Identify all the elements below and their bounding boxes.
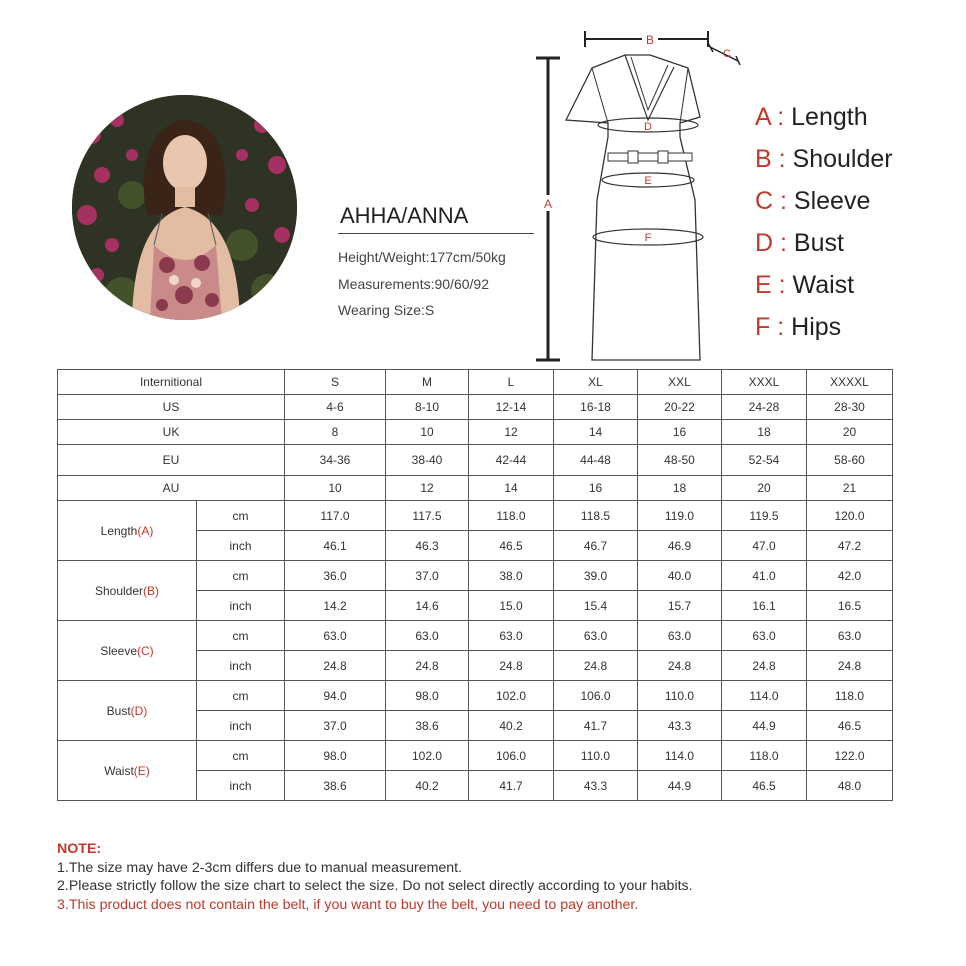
table-cell: 63.0 xyxy=(554,621,638,651)
table-cell: 63.0 xyxy=(469,621,554,651)
table-cell: 63.0 xyxy=(807,621,893,651)
dress-diagram xyxy=(530,25,755,370)
row-label: US xyxy=(58,395,285,420)
table-cell: 37.0 xyxy=(285,711,386,741)
table-cell: 20 xyxy=(722,476,807,501)
table-cell: 63.0 xyxy=(285,621,386,651)
note-line-3: 3.This product does not contain the belt, if you want to buy the belt, you need to pay another. xyxy=(57,896,639,913)
table-cell: 106.0 xyxy=(554,681,638,711)
table-cell: 106.0 xyxy=(469,741,554,771)
table-cell: XXL xyxy=(638,370,722,395)
table-cell: S xyxy=(285,370,386,395)
table-cell: 24.8 xyxy=(807,651,893,681)
table-cell: 41.7 xyxy=(469,771,554,801)
table-cell: 21 xyxy=(807,476,893,501)
notes xyxy=(57,840,693,914)
table-cell: 42-44 xyxy=(469,445,554,476)
table-cell: 24.8 xyxy=(386,651,469,681)
unit-label: inch xyxy=(197,711,285,741)
row-label: AU xyxy=(58,476,285,501)
table-cell: XXXL xyxy=(722,370,807,395)
table-row xyxy=(58,741,893,771)
table-cell: 43.3 xyxy=(638,711,722,741)
table-cell: 47.2 xyxy=(807,531,893,561)
measurement-label xyxy=(58,561,197,621)
table-cell: 34-36 xyxy=(285,445,386,476)
divider xyxy=(338,233,534,234)
table-cell: 110.0 xyxy=(554,741,638,771)
unit-label: cm xyxy=(197,621,285,651)
table-cell: 46.3 xyxy=(386,531,469,561)
table-cell: 38-40 xyxy=(386,445,469,476)
table-cell: 14 xyxy=(469,476,554,501)
table-cell: 119.5 xyxy=(722,501,807,531)
table-cell: 28-30 xyxy=(807,395,893,420)
note-line-2: 2.Please strictly follow the size chart to select the size. Do not select directly according to your habits. xyxy=(57,878,693,894)
unit-label: cm xyxy=(197,681,285,711)
unit-label: inch xyxy=(197,531,285,561)
table-cell: 44-48 xyxy=(554,445,638,476)
measurement-code: (D) xyxy=(130,703,148,718)
diagram-label-a: A xyxy=(543,197,553,211)
table-cell: 10 xyxy=(386,420,469,445)
table-cell: 40.2 xyxy=(469,711,554,741)
table-cell: 14.6 xyxy=(386,591,469,621)
table-cell: 118.5 xyxy=(554,501,638,531)
table-cell: 16-18 xyxy=(554,395,638,420)
table-cell: 10 xyxy=(285,476,386,501)
table-cell: 63.0 xyxy=(722,621,807,651)
table-cell: 47.0 xyxy=(722,531,807,561)
table-cell: 20-22 xyxy=(638,395,722,420)
unit-label: cm xyxy=(197,501,285,531)
table-cell: 63.0 xyxy=(386,621,469,651)
unit-label: cm xyxy=(197,561,285,591)
measurement-name: Shoulder xyxy=(94,583,144,598)
table-row xyxy=(58,370,893,395)
table-row xyxy=(58,501,893,531)
legend-item-waist: E : Waist xyxy=(755,271,855,299)
table-cell: 98.0 xyxy=(386,681,469,711)
measurement-code: (C) xyxy=(137,643,154,658)
table-cell: 117.0 xyxy=(285,501,386,531)
table-cell: 38.6 xyxy=(285,771,386,801)
diagram-label-c: C xyxy=(723,48,731,60)
model-measurements: Measurements:90/60/92 xyxy=(338,276,489,292)
size-chart-table xyxy=(57,369,893,801)
table-cell: 38.0 xyxy=(469,561,554,591)
table-cell: 14 xyxy=(554,420,638,445)
table-cell: 38.6 xyxy=(386,711,469,741)
table-cell: M xyxy=(386,370,469,395)
measurement-code: (A) xyxy=(137,523,154,538)
measurement-name: Bust xyxy=(106,703,131,718)
table-cell: 8 xyxy=(285,420,386,445)
model-photo xyxy=(72,95,297,320)
model-height-weight: Height/Weight:177cm/50kg xyxy=(338,249,506,265)
table-row xyxy=(58,561,893,591)
table-cell: 117.5 xyxy=(386,501,469,531)
table-cell: 94.0 xyxy=(285,681,386,711)
table-cell: 63.0 xyxy=(638,621,722,651)
table-row xyxy=(58,420,893,445)
table-cell: 122.0 xyxy=(807,741,893,771)
table-cell: 8-10 xyxy=(386,395,469,420)
table-cell: 119.0 xyxy=(638,501,722,531)
measurement-name: Length xyxy=(100,523,138,538)
table-cell: 42.0 xyxy=(807,561,893,591)
table-cell: 24.8 xyxy=(722,651,807,681)
table-cell: 16.5 xyxy=(807,591,893,621)
table-cell: 12 xyxy=(469,420,554,445)
table-cell: 48-50 xyxy=(638,445,722,476)
table-cell: 52-54 xyxy=(722,445,807,476)
table-cell: 18 xyxy=(722,420,807,445)
diagram-label-e: E xyxy=(644,175,652,187)
table-cell: 18 xyxy=(638,476,722,501)
measurement-code: (B) xyxy=(143,583,160,598)
table-cell: 46.9 xyxy=(638,531,722,561)
measurement-code: (E) xyxy=(133,763,150,778)
measurement-label xyxy=(58,741,197,801)
table-cell: 16 xyxy=(638,420,722,445)
table-cell: 46.5 xyxy=(807,711,893,741)
table-cell: 40.0 xyxy=(638,561,722,591)
table-cell: 118.0 xyxy=(722,741,807,771)
measurement-name: Waist xyxy=(104,763,134,778)
unit-label: inch xyxy=(197,651,285,681)
table-cell: 118.0 xyxy=(469,501,554,531)
row-label: EU xyxy=(58,445,285,476)
row-label: UK xyxy=(58,420,285,445)
table-cell: 15.0 xyxy=(469,591,554,621)
table-cell: 110.0 xyxy=(638,681,722,711)
table-cell: 24.8 xyxy=(554,651,638,681)
table-cell: 114.0 xyxy=(722,681,807,711)
table-cell: 102.0 xyxy=(469,681,554,711)
table-cell: L xyxy=(469,370,554,395)
note-line-1: 1.The size may have 2-3cm differs due to manual measurement. xyxy=(57,859,463,876)
unit-label: inch xyxy=(197,591,285,621)
table-cell: XXXXL xyxy=(807,370,893,395)
table-cell: 12-14 xyxy=(469,395,554,420)
measurement-label xyxy=(58,501,197,561)
measurement-name: Sleeve xyxy=(100,643,138,658)
measurement-label xyxy=(58,621,197,681)
table-cell: 16 xyxy=(554,476,638,501)
table-cell: 40.2 xyxy=(386,771,469,801)
model-wearing-size: Wearing Size:S xyxy=(338,302,435,318)
table-row xyxy=(58,445,893,476)
table-cell: 46.5 xyxy=(469,531,554,561)
table-cell: 44.9 xyxy=(722,711,807,741)
unit-label: inch xyxy=(197,771,285,801)
measurement-label xyxy=(58,681,197,741)
table-cell: 98.0 xyxy=(285,741,386,771)
table-row xyxy=(58,621,893,651)
table-cell: 48.0 xyxy=(807,771,893,801)
table-cell: 43.3 xyxy=(554,771,638,801)
table-cell: 102.0 xyxy=(386,741,469,771)
table-cell: 24.8 xyxy=(638,651,722,681)
table-cell: 118.0 xyxy=(807,681,893,711)
measurement-legend xyxy=(755,100,893,352)
diagram-label-d: D xyxy=(644,121,652,133)
table-cell: 58-60 xyxy=(807,445,893,476)
legend-item-sleeve: C : Sleeve xyxy=(755,187,871,215)
table-cell: 44.9 xyxy=(638,771,722,801)
table-cell: XL xyxy=(554,370,638,395)
table-cell: 24-28 xyxy=(722,395,807,420)
table-cell: 20 xyxy=(807,420,893,445)
table-cell: 12 xyxy=(386,476,469,501)
table-cell: 114.0 xyxy=(638,741,722,771)
table-row xyxy=(58,395,893,420)
legend-item-length: A : Length xyxy=(755,103,868,131)
table-row xyxy=(58,681,893,711)
model-name: AHHA/ANNA xyxy=(340,203,469,228)
legend-item-shoulder: B : Shoulder xyxy=(755,145,893,173)
table-cell: 41.7 xyxy=(554,711,638,741)
table-cell: 15.7 xyxy=(638,591,722,621)
table-cell: 120.0 xyxy=(807,501,893,531)
table-cell: 37.0 xyxy=(386,561,469,591)
diagram-label-f: F xyxy=(644,232,652,244)
row-label: Internitional xyxy=(58,370,285,395)
table-cell: 24.8 xyxy=(469,651,554,681)
table-cell: 46.7 xyxy=(554,531,638,561)
table-cell: 24.8 xyxy=(285,651,386,681)
unit-label: cm xyxy=(197,741,285,771)
table-row xyxy=(58,476,893,501)
table-cell: 46.5 xyxy=(722,771,807,801)
table-cell: 4-6 xyxy=(285,395,386,420)
table-cell: 15.4 xyxy=(554,591,638,621)
table-cell: 36.0 xyxy=(285,561,386,591)
table-cell: 39.0 xyxy=(554,561,638,591)
legend-item-bust: D : Bust xyxy=(755,229,844,257)
table-cell: 46.1 xyxy=(285,531,386,561)
diagram-label-b: B xyxy=(645,33,655,47)
table-cell: 14.2 xyxy=(285,591,386,621)
notes-title: NOTE: xyxy=(57,841,102,857)
table-cell: 41.0 xyxy=(722,561,807,591)
table-cell: 16.1 xyxy=(722,591,807,621)
legend-item-hips: F : Hips xyxy=(755,313,842,341)
